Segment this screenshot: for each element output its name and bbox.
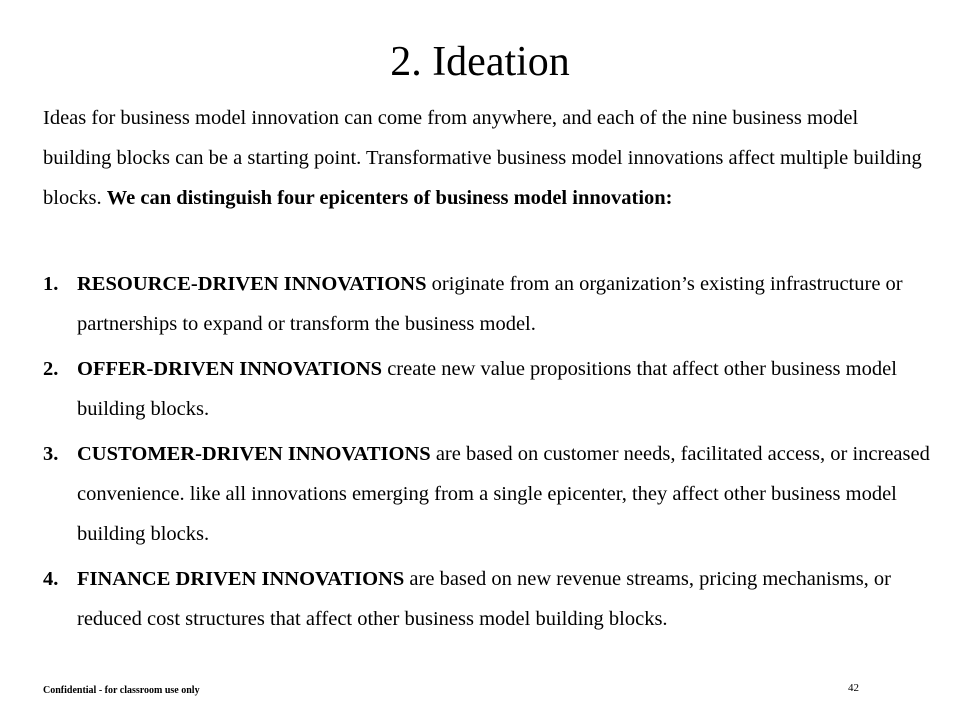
list-item bbox=[43, 434, 933, 554]
list-item-number: 1. bbox=[43, 273, 59, 295]
list-item bbox=[43, 349, 933, 429]
list-item-number: 4. bbox=[43, 568, 59, 590]
confidential-footer: Confidential - for classroom use only bbox=[43, 685, 200, 696]
intro-bold-text: We can distinguish four epicenters of business model innovation: bbox=[106, 187, 673, 209]
intro-paragraph bbox=[43, 98, 923, 218]
list-item-heading: RESOURCE-DRIVEN INNOVATIONS bbox=[77, 273, 427, 295]
slide-title: 2. Ideation bbox=[390, 39, 570, 85]
list-item-text: are based on customer needs, facilitated access, or increased convenience. like all innovations emerging from a single epicenter, they affect other business model building blocks. bbox=[77, 443, 930, 545]
list-item-body bbox=[77, 434, 933, 554]
list-item-body bbox=[77, 264, 933, 344]
intro-text: Ideas for business model innovation can come from anywhere, and each of the nine business model building blocks can be a starting point. Transformative business model innovations affect multiple building blocks. bbox=[43, 107, 922, 209]
list-item-body bbox=[77, 559, 933, 639]
list-item-text: originate from an organization’s existing infrastructure or partnerships to expand or transform the business model. bbox=[77, 273, 903, 335]
list-item bbox=[43, 264, 933, 344]
list-item-number: 2. bbox=[43, 358, 59, 380]
list-item bbox=[43, 559, 933, 639]
epicenter-list bbox=[43, 264, 933, 644]
list-item-number: 3. bbox=[43, 443, 59, 465]
list-item-heading: FINANCE DRIVEN INNOVATIONS bbox=[77, 568, 405, 590]
list-item-text: are based on new revenue streams, pricing mechanisms, or reduced cost structures that affect other business model building blocks. bbox=[77, 568, 892, 630]
list-item-heading: CUSTOMER-DRIVEN INNOVATIONS bbox=[77, 443, 431, 465]
list-item-text: create new value propositions that affect other business model building blocks. bbox=[77, 358, 897, 420]
list-item-heading: OFFER-DRIVEN INNOVATIONS bbox=[77, 358, 383, 380]
list-item-body bbox=[77, 349, 933, 429]
page-number: 42 bbox=[848, 682, 859, 694]
